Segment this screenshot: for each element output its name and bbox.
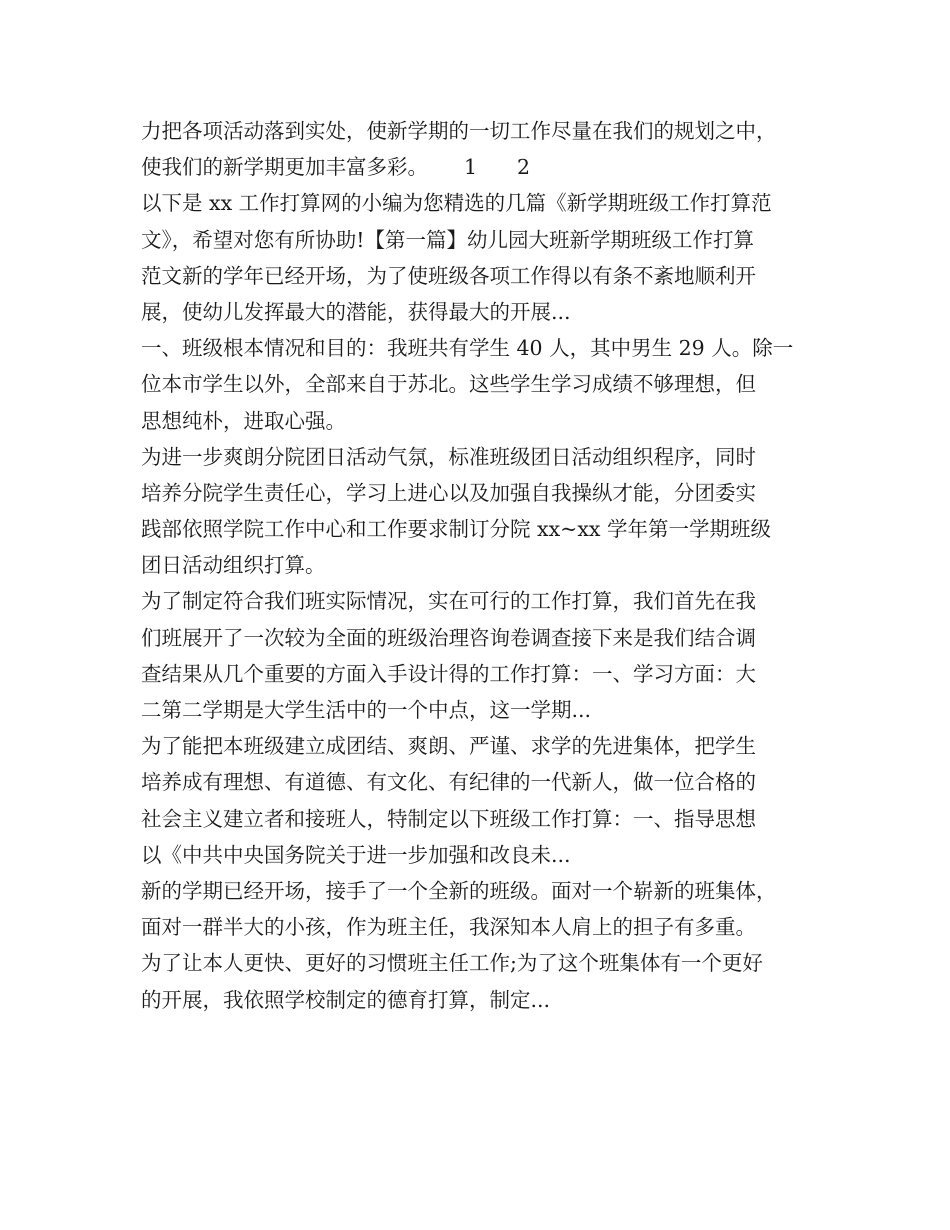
text-line: 查结果从几个重要的方面入手设计得的工作打算：一、学习方面：大 xyxy=(141,661,756,686)
text-line: 为进一步爽朗分院团日活动气氛，标准班级团日活动组织程序，同时 xyxy=(141,444,756,469)
text-line: 新的学期已经开场，接手了一个全新的班级。面对一个崭新的班集体， xyxy=(141,878,777,903)
text-line-content: 使我们的新学期更加丰富多彩。 xyxy=(141,155,428,180)
text-line: 范文新的学年已经开场，为了使班级各项工作得以有条不紊地顺利开 xyxy=(141,263,756,288)
text-line: 的开展，我依照学校制定的德育打算，制定... xyxy=(141,987,551,1012)
text-line xyxy=(141,149,841,185)
paragraph xyxy=(141,439,841,584)
paragraph xyxy=(141,873,841,1018)
paragraph xyxy=(141,185,841,330)
paragraph xyxy=(141,728,841,873)
paragraph xyxy=(141,583,841,728)
page-number: 2 xyxy=(517,155,531,180)
paragraph xyxy=(141,330,841,439)
text-line: 社会主义建立者和接班人，特制定以下班级工作打算：一、指导思想 xyxy=(141,806,756,831)
text-line: 位本市学生以外，全部来自于苏北。这些学生学习成绩不够理想，但 xyxy=(141,372,756,397)
text-line: 文》，希望对您有所协助!【第一篇】幼儿园大班新学期班级工作打算 xyxy=(141,227,754,252)
text-line: 们班展开了一次较为全面的班级治理咨询卷调查接下来是我们结合调 xyxy=(141,625,756,650)
text-line: 团日活动组织打算。 xyxy=(141,553,326,578)
text-line: 践部依照学院工作中心和工作要求制订分院 xx~xx 学年第一学期班级 xyxy=(141,517,771,542)
text-line: 培养分院学生责任心，学习上进心以及加强自我操纵才能，分团委实 xyxy=(141,480,756,505)
text-line: 以下是 xx 工作打算网的小编为您精选的几篇《新学期班级工作打算范 xyxy=(141,191,772,216)
document-body xyxy=(141,113,841,1018)
text-line: 面对一群半大的小孩，作为班主任，我深知本人肩上的担子有多重。 xyxy=(141,915,756,940)
text-line: 一、班级根本情况和目的：我班共有学生 40 人，其中男生 29 人。除一 xyxy=(141,336,794,361)
text-line: 思想纯朴，进取心强。 xyxy=(141,408,346,433)
text-line: 为了能把本班级建立成团结、爽朗、严谨、求学的先进集体，把学生 xyxy=(141,734,756,759)
paragraph xyxy=(141,113,841,185)
page-number: 1 xyxy=(464,155,478,180)
text-line: 二第二学期是大学生活中的一个中点，这一学期... xyxy=(141,698,592,722)
text-line: 为了制定符合我们班实际情况，实在可行的工作打算，我们首先在我 xyxy=(141,589,756,614)
text-line: 以《中共中央国务院关于进一步加强和改良未... xyxy=(141,842,571,867)
text-line: 为了让本人更快、更好的习惯班主任工作;为了这个班集体有一个更好 xyxy=(141,951,763,976)
text-line: 展，使幼儿发挥最大的潜能，获得最大的开展... xyxy=(141,299,571,324)
text-line: 力把各项活动落到实处，使新学期的一切工作尽量在我们的规划之中， xyxy=(141,119,777,143)
text-line: 培养成有理想、有道德、有文化、有纪律的一代新人，做一位合格的 xyxy=(141,770,756,795)
